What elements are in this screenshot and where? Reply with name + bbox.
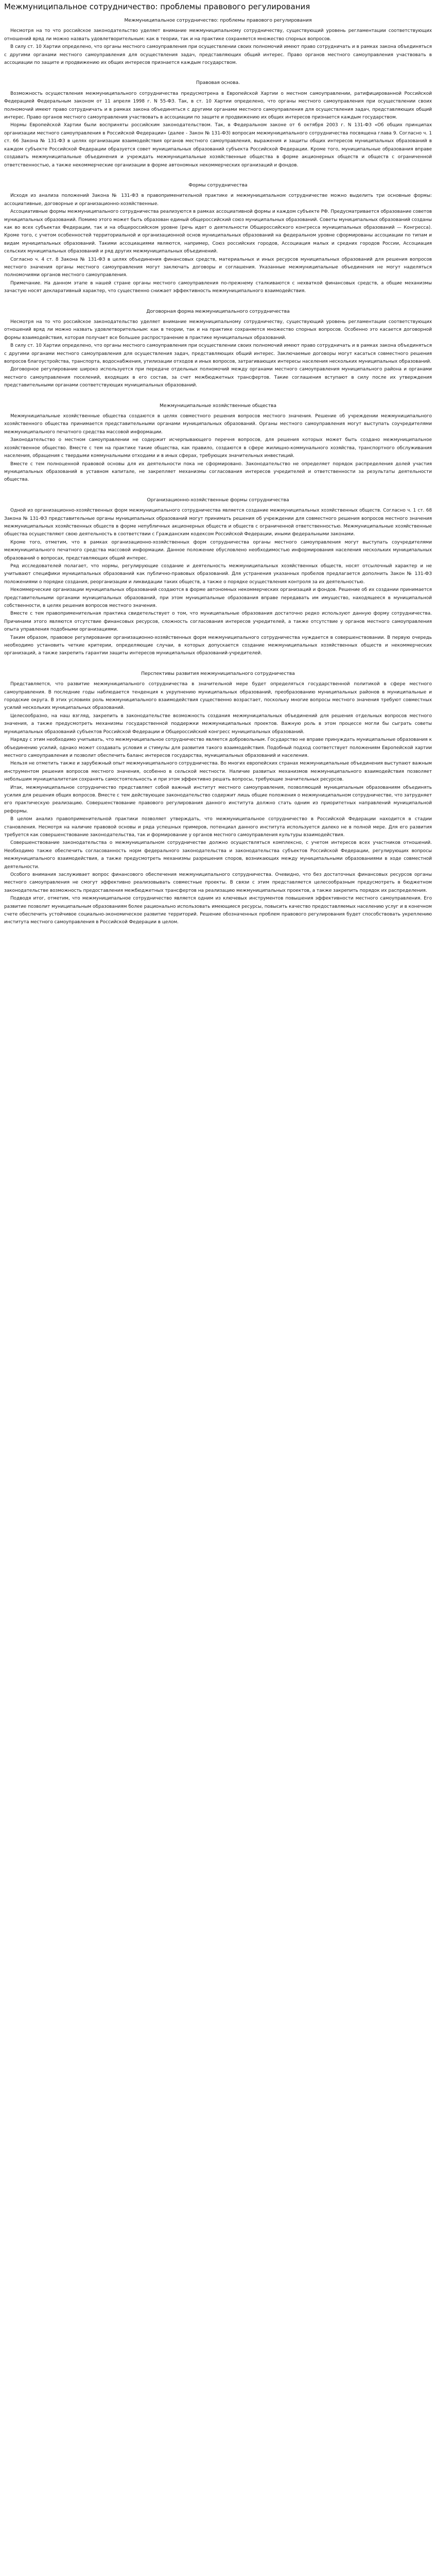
page-title: Межмуниципальное сотрудничество: проблемы правового регулирования: [4, 2, 310, 11]
paragraph: Наряду с этим необходимо учитывать, что межмуниципальное сотрудничество является добровольным. Государство не вправе принуждать муниципальные образования к объединению усилий, однако может создавать условия и стимулы для развития такого взаимодействия. Подобный подход соответствует положениям Европейской хартии местного самоуправления и позволит обеспечить баланс интересов государства, муниципальных образований и населения.: [4, 737, 432, 758]
article-section: [4, 181, 432, 296]
article-section: [4, 496, 432, 658]
paragraph: В силу ст. 10 Хартии определено, что органы местного самоуправления при осуществлении своих полномочий имеют право сотрудничать и в рамках закона объединяться с другими органами местного самоуправления для осуществления задач, представляющих общий интерес. Заключаемые договоры могут касаться совместного решения вопросов благоустройства, транспорта, водоснабжения, утилизации отходов и иных вопросов, затрагивающих интересы населения нескольких муниципальных образований.: [4, 343, 432, 365]
section-heading: Организационно-хозяйственные формы сотрудничества: [147, 497, 289, 503]
paragraph: Межмуниципальные хозяйственные общества создаются в целях совместного решения вопросов местного значения. Решение об учреждении межмуниципального хозяйственного общества принимается представительными органами муниципальных образований. Органы местного самоуправления могут выступать соучредителями межмуниципального печатного средства массовой информации.: [4, 414, 432, 435]
paragraph: Подводя итог, отметим, что межмуниципальное сотрудничество является одним из ключевых инструментов повышения эффективности местного самоуправления. Его развитие позволит муниципальным образованиям более рационально использовать имеющиеся ресурсы, повысить качество предоставляемых населению услуг и в конечном счете обеспечить устойчивое социально-экономическое развитие территорий. Решение обозначенных проблем правового регулирования будет способствовать укреплению института местного самоуправления в Российской Федерации в целом.: [4, 896, 432, 925]
section-heading: Межмуниципальное сотрудничество: проблемы правового регулирования: [124, 18, 312, 23]
paragraph: Ряд исследователей полагает, что нормы, регулирующие создание и деятельность межмуниципальных хозяйственных обществ, носят отсылочный характер и не учитывают специфики муниципальных образований как публично-правовых образований. Для устранения указанных пробелов предлагается дополнить Закон № 131-ФЗ положениями о порядке создания, реорганизации и ликвидации таких обществ, а также о порядке осуществления контроля за их деятельностью.: [4, 563, 432, 585]
paragraph: Возможность осуществления межмуниципального сотрудничества предусмотрена в Европейской Хартии о местном самоуправлении, ратифицированной Российской Федерацией Федеральным законом от 11 апреля 1998 г. N 55-ФЗ. Так, в ст. 10 Хартии определено, что органы местного самоуправления при осуществлении своих полномочий имеют право сотрудничать и в рамках закона объединяться с другими органами местного самоуправления для осуществления задач, представляющих общий интерес. Право органов местного самоуправления участвовать в ассоциации по защите и продвижению их общих интересов признается каждым государством.: [4, 91, 432, 121]
paragraph: В силу ст. 10 Хартии определено, что органы местного самоуправления при осуществлении своих полномочий имеют право сотрудничать и в рамках закона объединяться с другими органами местного самоуправления для осуществления задач, представляющих общий интерес. Право органов местного самоуправления участвовать в ассоциации по защите и продвижению их общих интересов признается каждым государством.: [4, 44, 432, 66]
paragraph: Одной из организационно-хозяйственных форм межмуниципального сотрудничества является создание межмуниципальных хозяйственных обществ. Согласно ч. 1 ст. 68 Закона № 131-ФЗ представительные органы муниципальных образований могут принимать решения об учреждении для совместного решения вопросов местного значения межмуниципальных хозяйственных обществ в форме непубличных акционерных обществ и обществ с ограниченной ответственностью. Межмуниципальные хозяйственные общества осуществляют свою деятельность в соответствии с Гражданским кодексом Российской Федерации, иными федеральными законами.: [4, 508, 432, 537]
paragraph: Представляется, что развитие межмуниципального сотрудничества в значительной мере будет определяться государственной политикой в сфере местного самоуправления. В последние годы наблюдается тенденция к укрупнению муниципальных образований, преобразованию муниципальных районов в муниципальные и городские округа. В этих условиях роль межмуниципального взаимодействия существенно возрастает, поскольку многие вопросы местного значения требуют совместных усилий нескольких муниципальных образований.: [4, 682, 432, 711]
article-section: [4, 308, 432, 390]
paragraph: Совершенствование законодательства о межмуниципальном сотрудничестве должно осуществляться комплексно, с учетом интересов всех участников отношений. Необходимо также обеспечить согласованность норм федерального законодательства и законодательства субъектов Российской Федерации, регулирующих вопросы межмуниципального взаимодействия, а также предусмотреть механизмы разрешения споров, возникающих между муниципальными образованиями в ходе совместной деятельности.: [4, 840, 432, 870]
paragraph: Законодательство о местном самоуправлении не содержит исчерпывающего перечня вопросов, для решения которых может быть создано межмуниципальное хозяйственное общество. Вместе с тем на практике такие общества, как правило, создаются в сфере жилищно-коммунального хозяйства, транспортного обслуживания населения, обращения с твердыми коммунальными отходами и в иных сферах, требующих значительных инвестиций.: [4, 437, 432, 459]
paragraph: Некоммерческие организации муниципальных образований создаются в форме автономных некоммерческих организаций и фондов. Решение об их создании принимается представительными органами муниципальных образований, при этом муниципальные образования вправе передавать им имущество, находящееся в муниципальной собственности, в целях решения вопросов местного значения.: [4, 587, 432, 608]
paragraph: Итак, межмуниципальное сотрудничество представляет собой важный институт местного самоуправления, позволяющий муниципальным образованиям объединять усилия для решения общих вопросов. Вместе с тем действующее законодательство содержит лишь общие положения о межмуниципальном сотрудничестве, что затрудняет его практическую реализацию. Совершенствование правового регулирования данного института должно стать одним из приоритетных направлений муниципальной реформы.: [4, 785, 432, 814]
section-heading: Межмуниципальные хозяйственные общества: [160, 402, 276, 409]
article-section: [4, 79, 432, 169]
paragraph: Нормы Европейской Хартии были восприняты российским законодательством. Так, в Федеральном законе от 6 октября 2003 г. N 131-ФЗ «Об общих принципах организации местного самоуправления в Российской Федерации» (далее - Закон № 131-ФЗ) вопросам межмуниципального сотрудничества посвящена глава 9. Согласно ч. 1 ст. 66 Закона № 131-ФЗ в целях организации взаимодействия органов местного самоуправления, выражения и защиты общих интересов муниципальных образований в каждом субъекте Российской Федерации образуется совет муниципальных образований субъекта Российской Федерации. Кроме того, муниципальные образования вправе создавать межмуниципальные объединения и учреждать межмуниципальные хозяйственные общества в форме акционерных обществ и обществ с ограниченной ответственностью, а также некоммерческие организации в форме автономных некоммерческих организаций и фондов.: [4, 123, 432, 168]
paragraph: Целесообразно, на наш взгляд, закрепить в законодательстве возможность создания межмуниципальных объединений для решения отдельных вопросов местного значения, а также предусмотреть механизмы государственной поддержки межмуниципальных проектов. Важную роль в этом процессе могли бы сыграть советы муниципальных образований субъектов Российской Федерации и Общероссийский конгресс муниципальных образований.: [4, 713, 432, 735]
article-body: [4, 16, 432, 927]
section-heading: Договорная форма межмуниципального сотрудничества: [146, 308, 290, 314]
paragraph: Кроме того, отметим, что в рамках организационно-хозяйственных форм сотрудничества органы местного самоуправления могут выступать соучредителями межмуниципального печатного средства массовой информации. Данное положение обусловлено необходимостью информирования населения нескольких муниципальных образований о вопросах, представляющих общий интерес.: [4, 539, 432, 561]
section-heading: Правовая основа.: [196, 80, 240, 86]
paragraph: Ассоциативные формы межмуниципального сотрудничества реализуются в рамках ассоциативной формы и каждом субъекте РФ. Предусматривается образование советов муниципальных образований. Помимо этого может быть образован единый общероссийский союз муниципальных образований. Советы муниципальных образований созданы как во всех субъектах Федерации, так и на общероссийском уровне (речь идет о деятельности Общероссийского конгресса муниципальных образований — Конгресса). Кроме того, с учетом особенностей территориальной и организационной основ муниципальных образований на федеральном уровне сформированы ассоциации по типам и видам муниципальных образований. Такими ассоциациями являются, например, Союз российских городов, Ассоциация малых и средних городов России, Ассоциация сельских муниципальных образований и ряд других межмуниципальных объединений.: [4, 209, 432, 255]
article-section: [4, 670, 432, 927]
paragraph: Нельзя не отметить также и зарубежный опыт межмуниципального сотрудничества. Во многих европейских странах межмуниципальные объединения выступают важным инструментом решения вопросов местного значения, особенно в сельской местности. Наличие развитых механизмов межмуниципального взаимодействия позволяет небольшим муниципалитетам сохранять самостоятельность и при этом эффективно решать вопросы, требующие значительных ресурсов.: [4, 761, 432, 783]
paragraph: Таким образом, правовое регулирование организационно-хозяйственных форм межмуниципального сотрудничества нуждается в совершенствовании. В первую очередь необходимо установить четкие критерии, определяющие случаи, в которых допускается создание межмуниципальных хозяйственных обществ и некоммерческих организаций, а также закрепить гарантии защиты интересов муниципальных образований-учредителей.: [4, 635, 432, 656]
paragraph: В целом анализ правоприменительной практики позволяет утверждать, что межмуниципальное сотрудничество в Российской Федерации находится в стадии становления. Несмотря на наличие правовой основы и ряда успешных примеров, потенциал данного института используется далеко не в полной мере. Для его развития требуется как совершенствование законодательства, так и формирование у органов местного самоуправления культуры взаимодействия.: [4, 817, 432, 838]
article-section: [4, 402, 432, 484]
paragraph: Особого внимания заслуживает вопрос финансового обеспечения межмуниципального сотрудничества. Очевидно, что без достаточных финансовых ресурсов органы местного самоуправления не смогут эффективно реализовывать совместные проекты. В связи с этим представляется целесообразным предусмотреть в бюджетном законодательстве возможность предоставления межбюджетных трансфертов на реализацию межмуниципальных проектов, а также закрепить порядок их распределения.: [4, 872, 432, 893]
article-section: [4, 16, 432, 67]
paragraph: Вместе с тем полноценной правовой основы для их деятельности пока не сформировано. Законодательство не определяет порядок распределения долей участия муниципальных образований в уставном капитале, не закрепляет механизмы согласования интересов учредителей и ответственности за результаты деятельности общества.: [4, 461, 432, 483]
section-heading: Перспективы развития межмуниципального сотрудничества: [141, 670, 295, 676]
paragraph: Договорное регулирование широко используется при передаче отдельных полномочий между органами местного самоуправления муниципального района и органами местного самоуправления поселений, входящих в его состав, за счет межбюджетных трансфертов. Такие соглашения вступают в силу после их утверждения представительными органами соответствующих муниципальных образований.: [4, 367, 432, 388]
section-heading: Формы сотрудничества: [188, 182, 248, 188]
paragraph: Несмотря на то что российское законодательство уделяет внимание межмуниципальному сотрудничеству, существующий уровень регламентации соответствующих отношений вряд ли можно назвать удовлетворительным: как в теории, так и на практике сохраняется множество спорных вопросов. Особенно это касается договорной формы взаимодействия, которая получает все большее распространение в практике муниципальных образований.: [4, 319, 432, 341]
document-page: [0, 0, 436, 954]
paragraph: Исходя из анализа положений Закона № 131-ФЗ в правоприменительной практике и межмуниципальном сотрудничестве можно выделить три основные формы: ассоциативные, договорные и организационно-хозяйственные.: [4, 193, 432, 207]
paragraph: Вместе с тем правоприменительная практика свидетельствует о том, что муниципальные образования достаточно редко используют данную форму сотрудничества. Причинами этого являются отсутствие финансовых ресурсов, сложность согласования интересов учредителей, а также отсутствие у органов местного самоуправления опыта управления подобными организациями.: [4, 611, 432, 633]
paragraph: Согласно ч. 4 ст. 8 Закона № 131-ФЗ в целях объединения финансовых средств, материальных и иных ресурсов муниципальных образований для решения вопросов местного значения органы местного самоуправления могут заключать договоры и соглашения. Указанные межмуниципальные объединения не могут наделяться полномочиями органов местного самоуправления.: [4, 257, 432, 278]
paragraph: Примечание. На данном этапе в нашей стране органы местного самоуправления по-прежнему сталкиваются с нехваткой финансовых средств, а общие механизмы зачастую носят декларативный характер, что существенно снижает эффективность межмуниципального взаимодействия.: [4, 280, 432, 294]
paragraph: Несмотря на то что российское законодательство уделяет внимание межмуниципальному сотрудничеству, существующий уровень регламентации соответствующих отношений вряд ли можно назвать удовлетворительным: как в теории, так и на практике сохраняется множество спорных вопросов.: [4, 28, 432, 42]
